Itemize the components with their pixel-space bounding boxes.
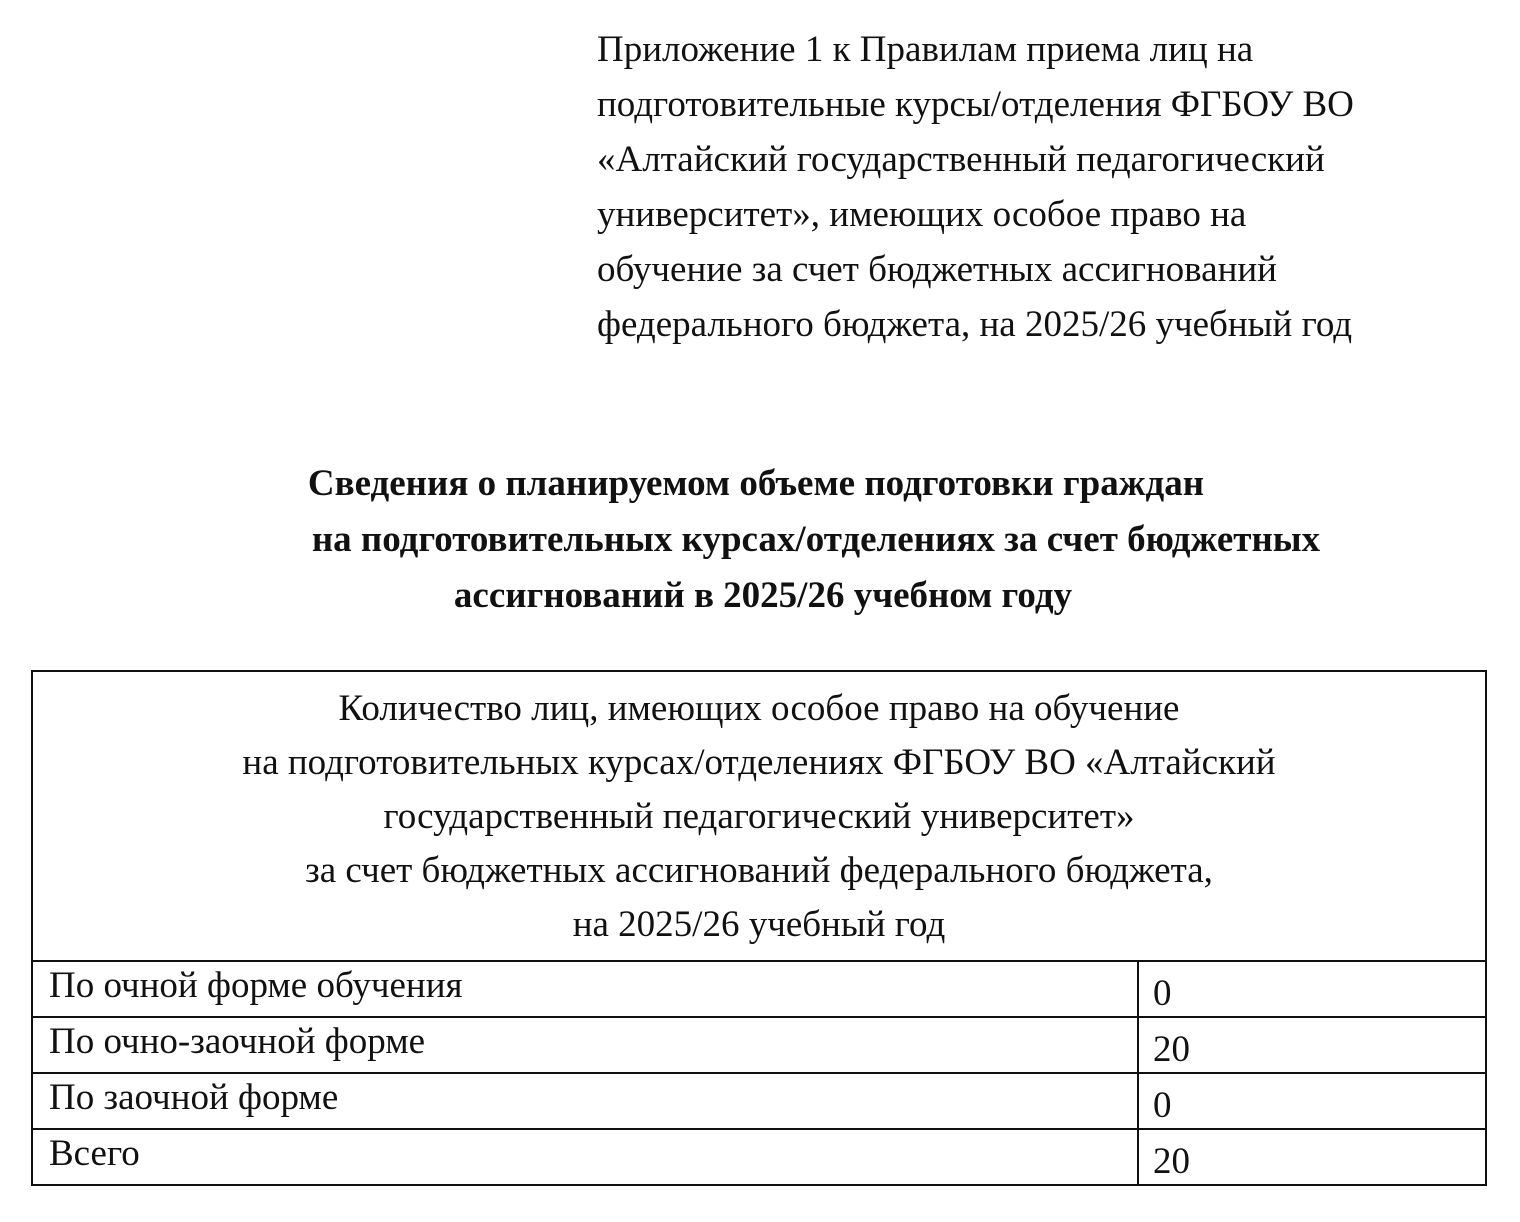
header-line: на подготовительных курсах/отделениях ФГБОУ ВО «Алтайский bbox=[242, 742, 1276, 783]
table-header-row bbox=[32, 671, 1486, 961]
row-label: По очной форме обучения bbox=[32, 961, 1138, 1017]
table-row bbox=[32, 961, 1486, 1017]
row-value: 0 bbox=[1138, 961, 1486, 1017]
enrollment-table bbox=[31, 670, 1487, 1186]
row-label: По заочной форме bbox=[32, 1073, 1138, 1129]
title-line: на подготовительных курсах/отделениях за счет бюджетных bbox=[311, 519, 1321, 560]
document-title bbox=[0, 456, 1520, 624]
appendix-line: университет», имеющих особое право на bbox=[597, 194, 1247, 235]
table-header bbox=[32, 671, 1486, 961]
row-label: По очно-заочной форме bbox=[32, 1017, 1138, 1073]
table-row bbox=[32, 1017, 1486, 1073]
appendix-line: Приложение 1 к Правилам приема лиц на bbox=[597, 29, 1254, 70]
appendix-line: подготовительные курсы/отделения ФГБОУ ВО bbox=[597, 84, 1354, 125]
header-line: за счет бюджетных ассигнований федерального бюджета, bbox=[305, 850, 1213, 891]
header-line: Количество лиц, имеющих особое право на обучение bbox=[338, 688, 1180, 729]
table-row-total bbox=[32, 1129, 1486, 1185]
header-line: на 2025/26 учебный год bbox=[572, 904, 946, 945]
appendix-line: федерального бюджета, на 2025/26 учебный год bbox=[597, 304, 1353, 345]
header-line: государственный педагогический университет» bbox=[383, 796, 1135, 837]
appendix-line: обучение за счет бюджетных ассигнований bbox=[597, 249, 1277, 290]
title-line: ассигнований в 2025/26 учебном году bbox=[453, 575, 1073, 616]
title-line: Сведения о планируемом объеме подготовки граждан bbox=[307, 463, 1205, 504]
table-row bbox=[32, 1073, 1486, 1129]
row-value: 20 bbox=[1138, 1129, 1486, 1185]
appendix-note bbox=[597, 22, 1497, 352]
row-label: Всего bbox=[32, 1129, 1138, 1185]
appendix-line: «Алтайский государственный педагогический bbox=[597, 139, 1325, 180]
row-value: 0 bbox=[1138, 1073, 1486, 1129]
row-value: 20 bbox=[1138, 1017, 1486, 1073]
